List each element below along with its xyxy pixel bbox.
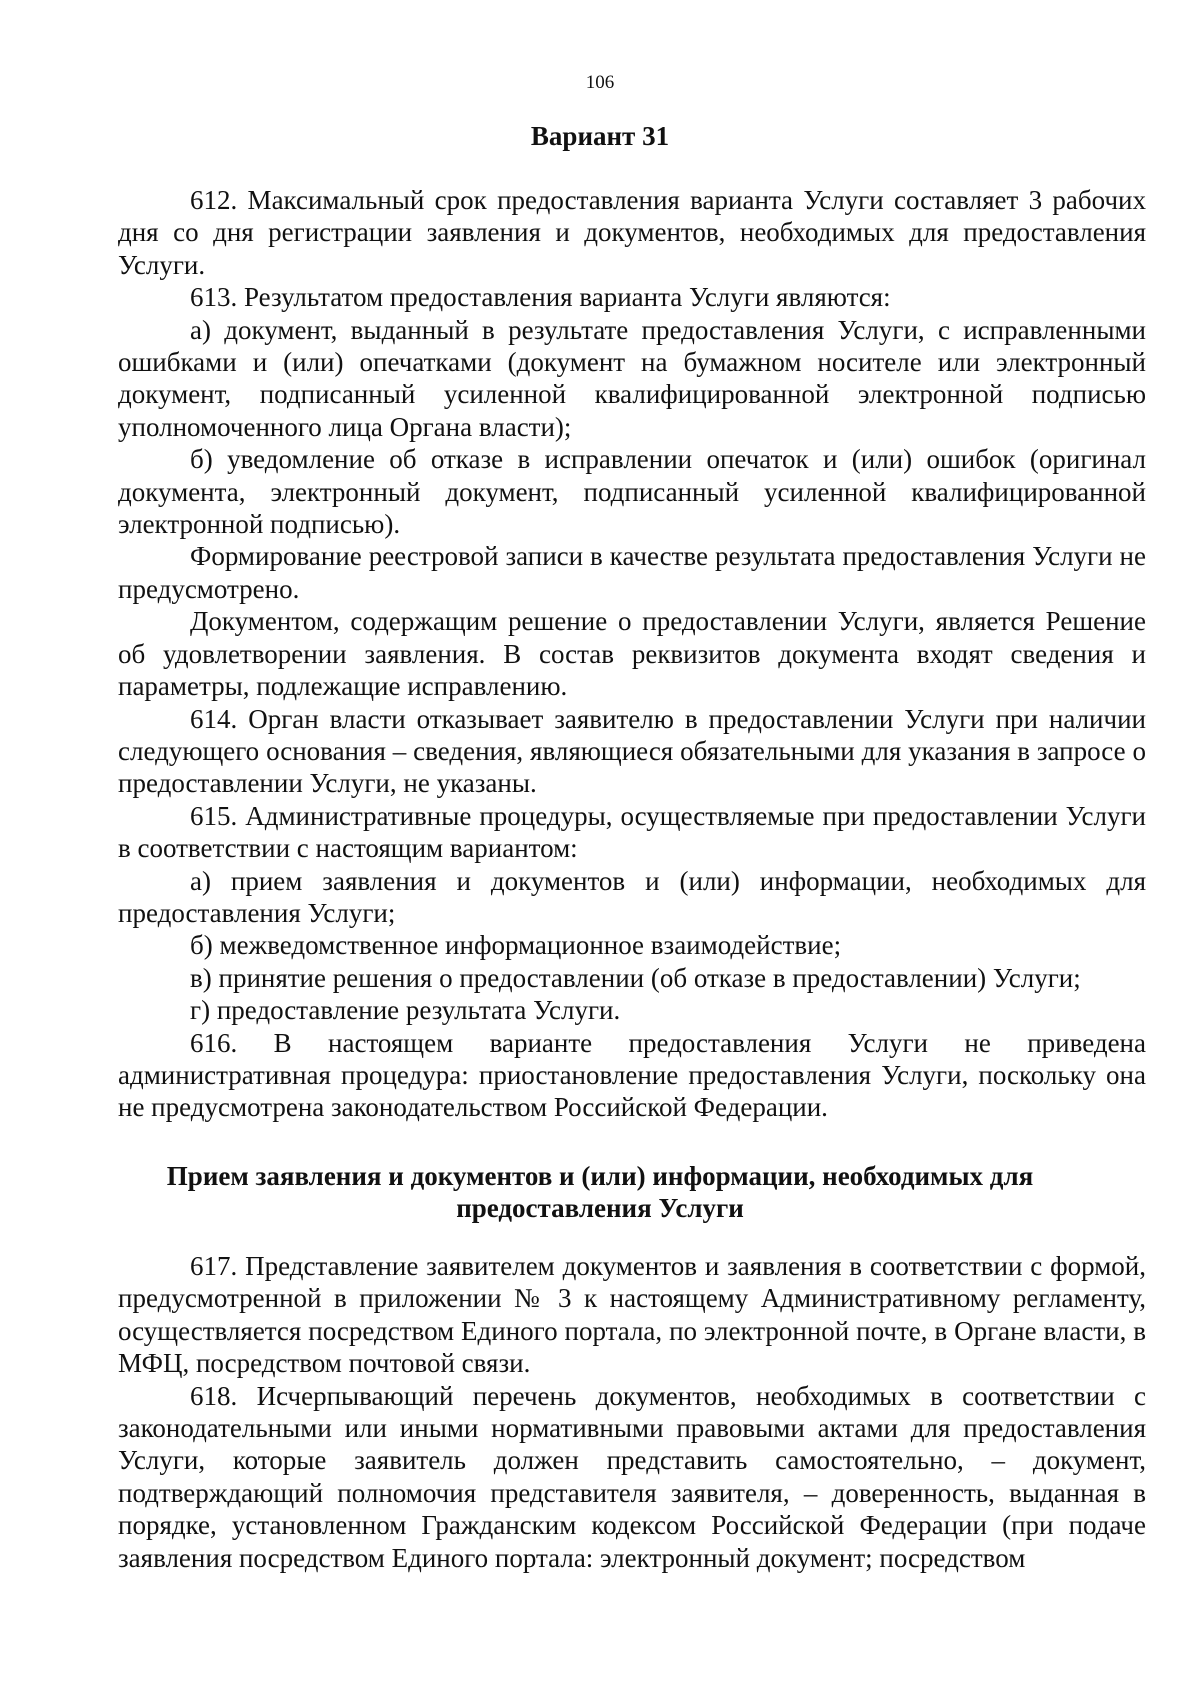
body-text-block-1	[118, 184, 1146, 1124]
paragraph: а) документ, выданный в результате предоставления Услуги, с исправленными ошибками и (или) опечатками (документ на бумажном носителе или электронный документ, подписанный усиленной квалифицированной электронной подписью уполномоченного лица Органа власти);	[118, 314, 1146, 442]
section-heading	[0, 1160, 1200, 1224]
paragraph: Документом, содержащим решение о предоставлении Услуги, является Решение об удовлетворении заявления. В состав реквизитов документа входят сведения и параметры, подлежащие исправлению.	[118, 606, 1146, 702]
paragraph: 613. Результатом предоставления варианта Услуги являются:	[190, 282, 891, 313]
paragraph: Формирование реестровой записи в качестве результата предоставления Услуги не предусмотрено.	[118, 541, 1146, 604]
paragraph: 618. Исчерпывающий перечень документов, необходимых в соответствии с законодательными или иными нормативными правовыми актами для предоставления Услуги, которые заявитель должен представить самостоятельно, – документ, подтверждающий полномочия представителя заявителя, – доверенность, выданная в порядке, установленном Гражданским кодексом Российской Федерации (при подаче заявления посредством Единого портала: электронный документ; посредством	[118, 1380, 1146, 1573]
paragraph: 612. Максимальный срок предоставления варианта Услуги составляет 3 рабочих дня со дня регистрации заявления и документов, необходимых для предоставления Услуги.	[118, 185, 1146, 280]
paragraph: г) предоставление результата Услуги.	[190, 995, 621, 1026]
section-heading-line: предоставления Услуги	[456, 1193, 744, 1223]
body-text-block-2	[118, 1250, 1146, 1574]
paragraph: в) принятие решения о предоставлении (об отказе в предоставлении) Услуги;	[190, 962, 1081, 993]
paragraph: а) прием заявления и документов и (или) информации, необходимых для предоставления Услуги;	[118, 865, 1146, 928]
paragraph: 616. В настоящем варианте предоставления Услуги не приведена административная процедура: приостановление предоставления Услуги, поскольку она не предусмотрена законодательством Российской Федерации.	[118, 1027, 1146, 1123]
paragraph: б) межведомственное информационное взаимодействие;	[190, 930, 842, 961]
paragraph: 615. Административные процедуры, осуществляемые при предоставлении Услуги в соответствии с настоящим вариантом:	[118, 800, 1146, 864]
page-number: 106	[585, 72, 615, 93]
paragraph: 617. Представление заявителем документов и заявления в соответствии с формой, предусмотренной в приложении № 3 к настоящему Административному регламенту, осуществляется посредством Единого портала, по электронной почте, в Органе власти, в МФЦ, посредством почтовой связи.	[118, 1251, 1146, 1379]
paragraph: 614. Орган власти отказывает заявителю в предоставлении Услуги при наличии следующего основания – сведения, являющиеся обязательными для указания в запросе о предоставлении Услуги, не указаны.	[118, 703, 1146, 799]
paragraph: б) уведомление об отказе в исправлении опечаток и (или) ошибок (оригинал документа, электронный документ, подписанный усиленной квалифицированной электронной подписью).	[118, 444, 1146, 540]
section-heading-line: Прием заявления и документов и (или) информации, необходимых для	[166, 1161, 1034, 1191]
variant-title: Вариант 31	[530, 121, 670, 151]
